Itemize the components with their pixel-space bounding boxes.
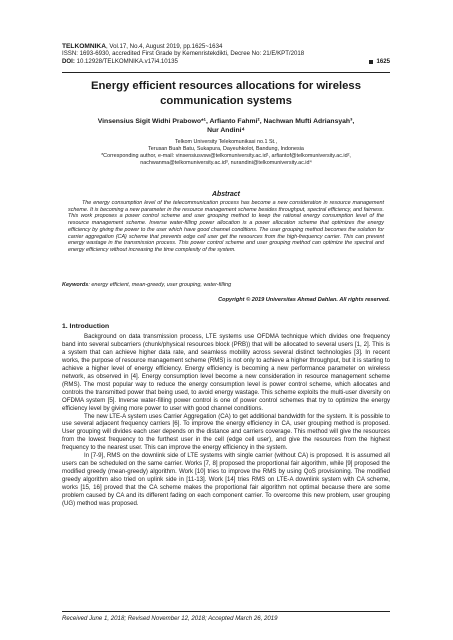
corresponding-email-line-2[interactable]: nachwanma@telkomuniversity.ac.id³, nurandini@telkomuniversity.ac.id⁴	[140, 159, 312, 166]
header-divider	[62, 72, 390, 73]
author-list	[62, 118, 390, 135]
body-text	[62, 333, 390, 508]
paragraph: In [7-9], RMS on the downlink side of LTE systems with single carrier (without CA) is proposed. It is assumed all users can be scheduled on the same carrier. Works [7, 8] proposed the proportional fair algorithm, while [9] proposed the modified greedy (mean-greedy) algorithm. Work [10] tries to improve the RMS by using QoS provisioning. The modified greedy algorithm also tried on uplink side in [11-13]. Work [14] tries RMS on LTE-A downlink system with CA scheme, works [15, 16] proved that the CA scheme makes the proportional fair algorithm not optimal because there are some problem caused by CA and its different fading on each component carrier. To overcome this new problem, user grouping (UG) method was proposed.	[62, 452, 390, 508]
square-bullet-icon	[369, 60, 373, 64]
abstract-text: The energy consumption level of the telecommunication process has become a new consideration in resource management scheme. It is becoming a new parameter in the resource management scheme besides throughput, spectral efficiency, and fairness. This work proposes a power control scheme and user grouping method to keep the rational energy consumption level of the resource management scheme. Inverse water-filling power allocation is a power allocation scheme that optimizes the energy efficiency by giving the power to the user which have good channel conditions. The user grouping method becomes the solution for carrier aggregation (CA) scheme that prevents edge cell user get the resources from the high-frequency carrier. This can prevent energy wastage in the transmission process. This power control scheme and user grouping method can optimize the spectral and energy efficiency without increasing the time complexity of the system.	[68, 200, 384, 253]
paper-title-line-2: communication systems	[160, 94, 292, 107]
received-dates: Received June 1, 2018; Revised November 12, 2018; Accepted March 26, 2019	[62, 615, 278, 622]
doi-label: DOI:	[62, 57, 75, 65]
corresponding-email-line-1[interactable]: *Corresponding author, e-mail: vinsensiusvsw@telkomuniversity.ac.id¹, arfiantof@telkomuniversity.ac.id²,	[101, 152, 351, 159]
authors-line-1: Vinsensius Sigit Widhi Prabowo*¹, Arfianto Fahmi², Nachwan Mufti Adriansyah³,	[97, 118, 355, 125]
paragraph: Background on data transmission process, LTE systems use OFDMA technique which divides one frequency band into several subcarriers (chunk/physical resources block (PRB)) that will be allocated to several users [1, 2]. This is a system that can achieve higher data rate, and seamless mobility across several distinct technologies [3]. In recent works, the purpose of resource management scheme (RMS) is not only to achieve a higher throughput, but it is starting to achieve a higher level of energy efficiency. Energy efficiency is becoming a new performance parameter on wireless network, as observed in [4]. Energy consumption level become a new consideration in resource management scheme (RMS). The most popular way to reduce the energy consumption level is power control scheme, which allocates and controls the transmitted power that being used, to avoid energy wastage. This scheme exploits the multi-user diversity on OFDMA system [5]. Inverse water-filling power control is one of power control schemes that try to optimize the energy efficiency level by giving more power to user with good channel conditions.	[62, 333, 390, 412]
keywords	[62, 282, 390, 288]
page-number: 1625	[376, 57, 390, 65]
paragraph: The new LTE-A system uses Carrier Aggregation (CA) to get additional bandwidth for the system. It is possible to use several adjacent frequency carriers [6]. To improve the energy efficiency in CA, user grouping method is proposed. User grouping will divides each user depends on the distance and carriers coverage. This method will give the resources from the lowest frequency to the furthest user in the cell (edge cell user), and give the resources from the highest frequency to the nearest user. This can improve the energy efficiency in the system.	[62, 412, 390, 452]
doi-link[interactable]: 10.12928/TELKOMNIKA.v17i4.10135	[74, 57, 178, 65]
paper-title-line-1: Energy efficient resources allocations for wireless	[91, 80, 361, 92]
footer-divider	[62, 611, 390, 612]
doi-row	[62, 58, 390, 65]
copyright-notice: Copyright © 2019 Universitas Ahmad Dahlan. All rights reserved.	[218, 297, 390, 303]
journal-issn: ISSN: 1693-6930, accredited First Grade by Kemenristekdikti, Decree No: 21/E/KPT/2018	[62, 50, 305, 58]
section-heading: 1. Introduction	[62, 323, 110, 330]
journal-name: TELKOMNIKA	[62, 43, 106, 50]
affiliation-line-1: Telkom University Telekomunikasi no.1 St.,	[174, 139, 278, 145]
journal-header	[62, 43, 390, 65]
keywords-label: Keywords	[62, 282, 89, 288]
doi	[62, 58, 178, 65]
keywords-text: : energy efficient, mean-greedy, user grouping, water-filling	[88, 282, 232, 288]
affiliation-block	[62, 139, 390, 167]
journal-volume: , Vol.17, No.4, August 2019, pp.1625~1634	[105, 43, 223, 50]
paper-title	[62, 79, 390, 108]
page-number-block	[369, 58, 390, 65]
authors-line-2: Nur Andini⁴	[207, 126, 245, 134]
abstract-heading: Abstract	[212, 191, 240, 198]
affiliation-line-2: Terusan Buah Batu, Sukapura, Dayeuhkolot, Bandung, Indonesia	[148, 145, 304, 152]
journal-volume-line	[62, 43, 390, 50]
